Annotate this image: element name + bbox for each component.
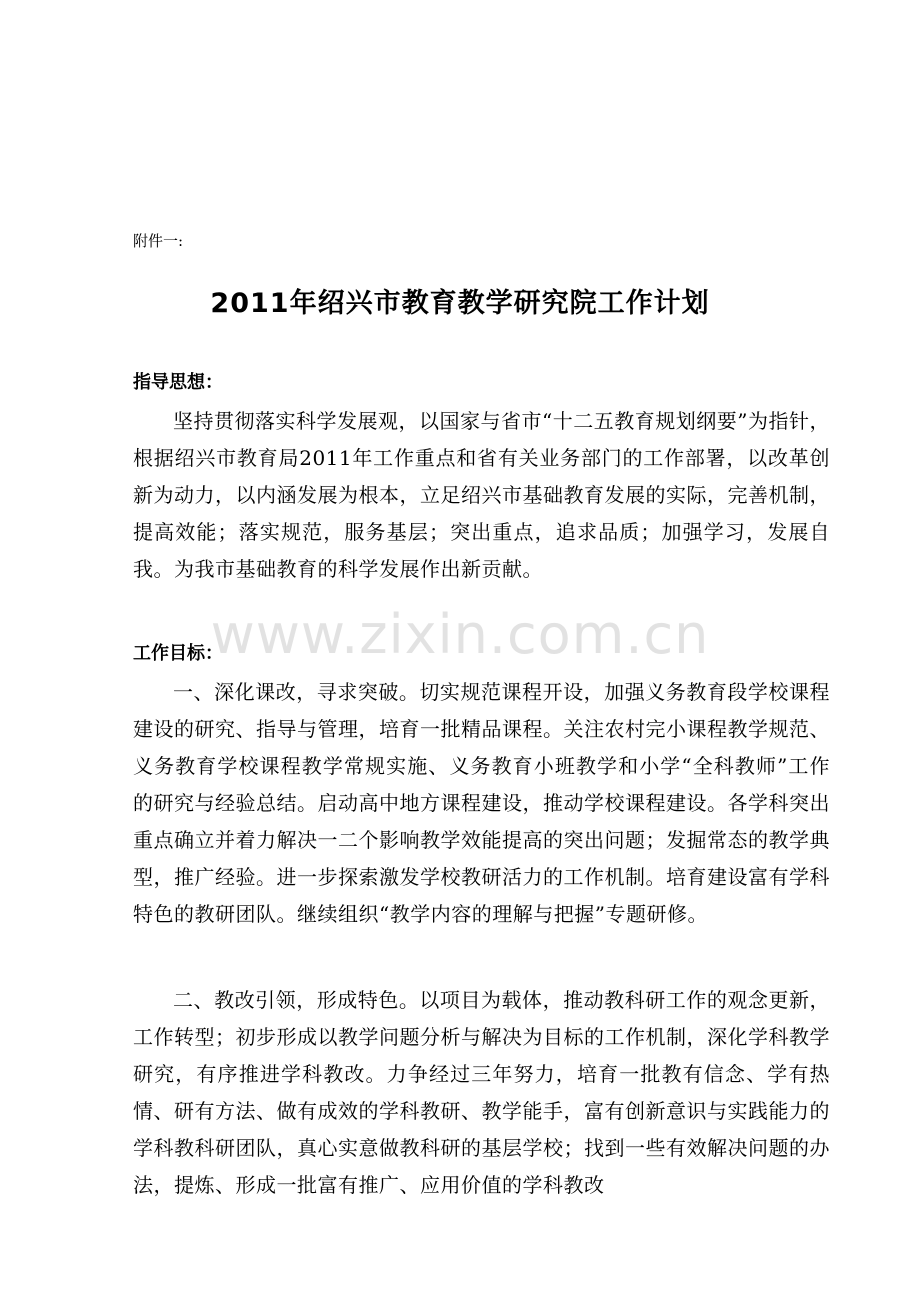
section-heading-guiding-ideology: 指导思想： — [133, 372, 223, 393]
section-heading-work-goals: 工作目标： — [133, 643, 223, 664]
document-title: 2011年绍兴市教育教学研究院工作计划 — [210, 288, 710, 319]
watermark-text: www.zixin.com.cn — [210, 603, 710, 666]
attachment-label: 附件一: — [133, 232, 184, 250]
paragraph-guiding-ideology: 坚持贯彻落实科学发展观，以国家与省市“十二五教育规划纲要”为指针，根据绍兴市教育局2011年工作重点和省有关业务部门的工作部署，以改革创新为动力，以内涵发展为根本，立足绍兴市基础教育发展的实际，完善机制，提高效能；落实规范，服务基层；突出重点，追求品质；加强学习，发展自我。为我市基础教育的科学发展作出新贡献。 — [133, 409, 830, 581]
paragraph-goal-one: 一、深化课改，寻求突破。切实规范课程开设，加强义务教育段学校课程建设的研究、指导与管理，培育一批精品课程。关注农村完小课程教学规范、义务教育学校课程教学常规实施、义务教育小班教学和小学“全科教师”工作的研究与经验总结。启动高中地方课程建设，推动学校课程建设。各学科突出重点确立并着力解决一二个影响教学效能提高的突出问题；发掘常态的教学典型，推广经验。进一步探索激发学校教研活力的工作机制。培育建设富有学科特色的教研团队。继续组织“教学内容的理解与把握”专题研修。 — [133, 680, 830, 926]
paragraph-goal-two: 二、教改引领，形成特色。以项目为载体，推动教科研工作的观念更新，工作转型；初步形成以教学问题分析与解决为目标的工作机制，深化学科教学研究，有序推进学科教改。力争经过三年努力，培育一批教有信念、学有热情、研有方法、做有成效的学科教研、教学能手，富有创新意识与实践能力的学科教科研团队，真心实意做教科研的基层学校；找到一些有效解决问题的办法，提炼、形成一批富有推广、应用价值的学科教改 — [133, 988, 830, 1197]
